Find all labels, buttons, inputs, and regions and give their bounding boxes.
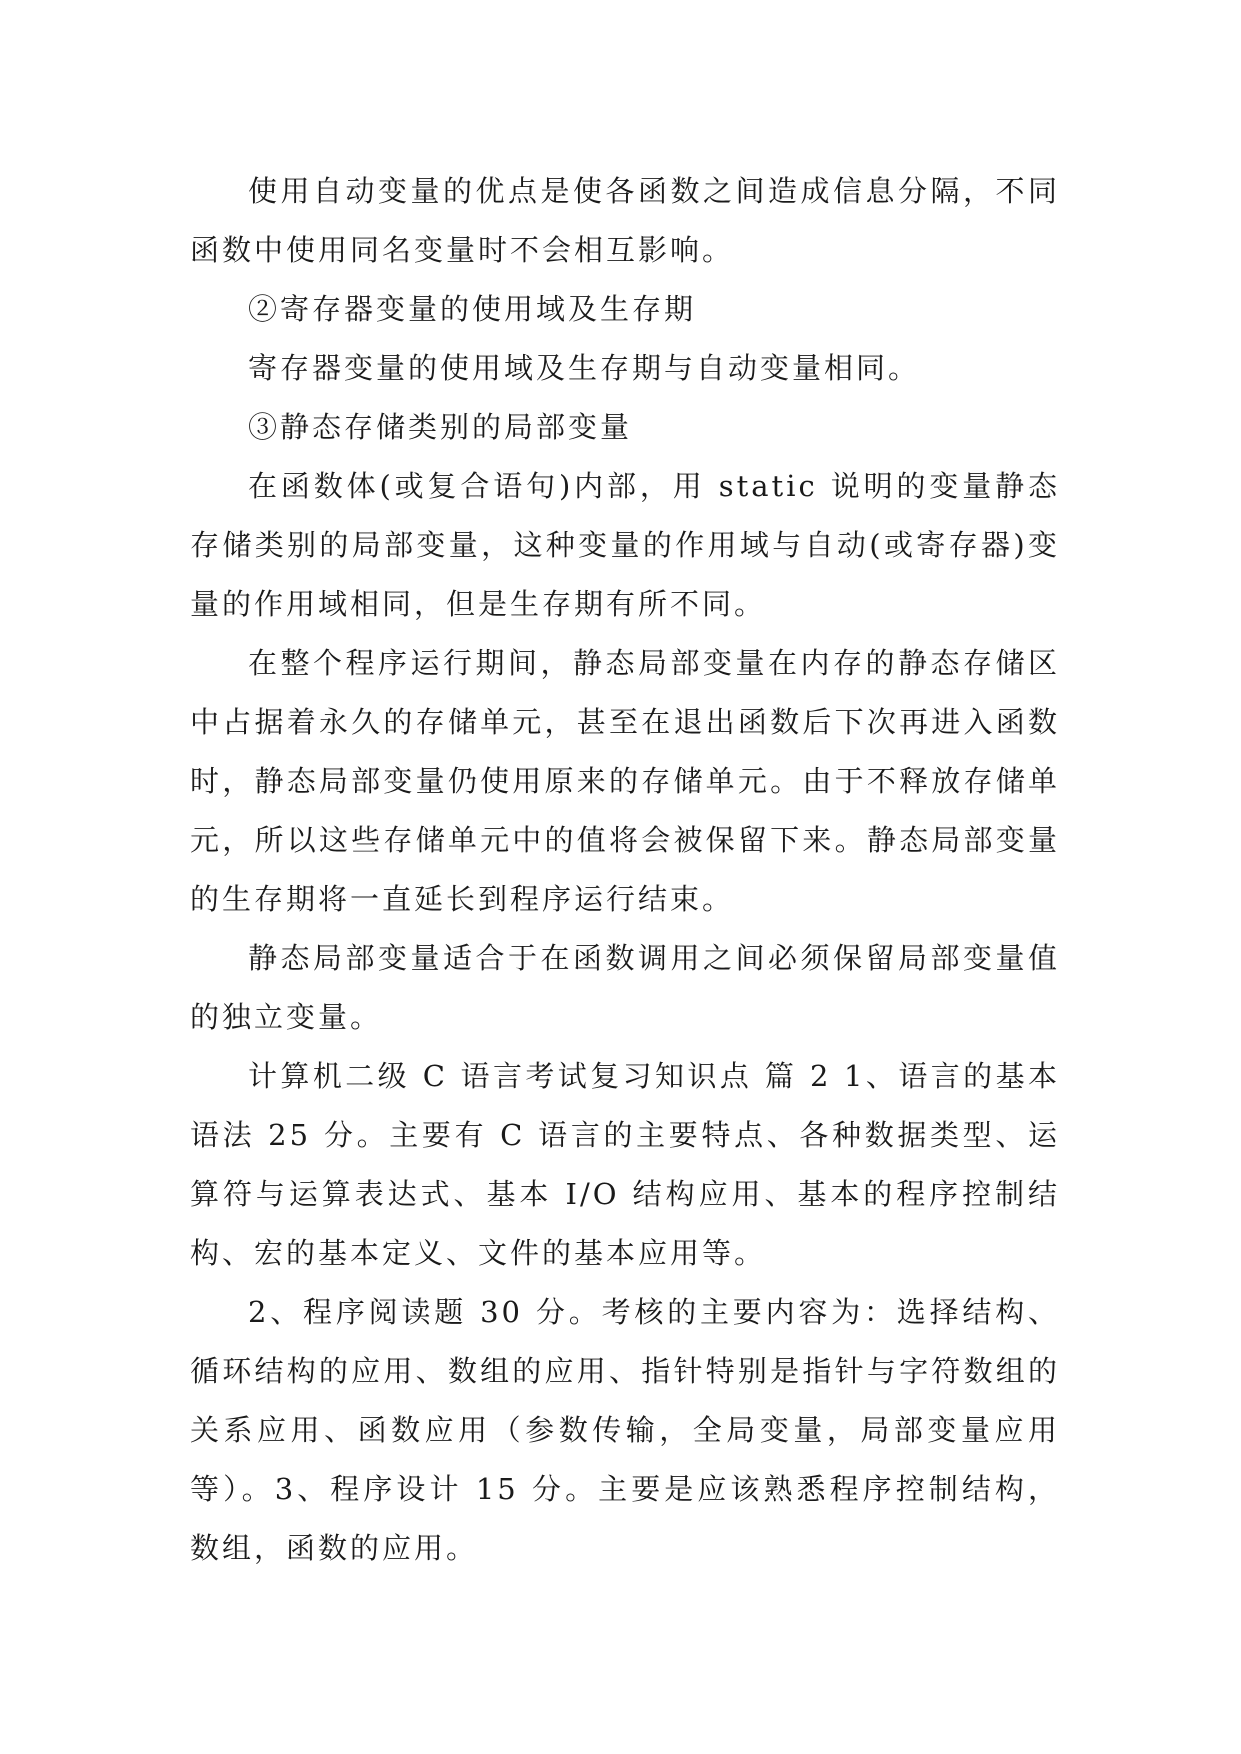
paragraph-static-usage: 静态局部变量适合于在函数调用之间必须保留局部变量值的独立变量。 [190, 941, 1060, 1034]
paragraph-register-variable: 寄存器变量的使用域及生存期与自动变量相同。 [248, 351, 921, 385]
heading-static-local-variable: ③静态存储类别的局部变量 [248, 410, 633, 444]
paragraph-reading-and-design: 2、程序阅读题 30 分。考核的主要内容为：选择结构、循环结构的应用、数组的应用、指针特别是指针与字符数组的关系应用、函数应用（参数传输，全局变量，局部变量应用等）。3、程序设计 15 分。主要是应该熟悉程序控制结构，数组，函数的应用。 [190, 1295, 1060, 1565]
heading-register-variable: ②寄存器变量的使用域及生存期 [248, 292, 697, 326]
paragraph-static-definition: 在函数体(或复合语句)内部，用 static 说明的变量静态存储类别的局部变量，这种变量的作用域与自动(或寄存器)变量的作用域相同，但是生存期有所不同。 [190, 469, 1060, 621]
document-body [190, 162, 1060, 1578]
paragraph-exam-part-2: 计算机二级 C 语言考试复习知识点 篇 2 1、语言的基本语法 25 分。主要有 C 语言的主要特点、各种数据类型、运算符与运算表达式、基本 I/O 结构应用、基本的程序控制结构、宏的基本定义、文件的基本应用等。 [190, 1059, 1060, 1270]
paragraph-auto-variable-advantage: 使用自动变量的优点是使各函数之间造成信息分隔，不同函数中使用同名变量时不会相互影响。 [190, 174, 1060, 267]
paragraph-static-lifetime: 在整个程序运行期间，静态局部变量在内存的静态存储区中占据着永久的存储单元，甚至在退出函数后下次再进入函数时，静态局部变量仍使用原来的存储单元。由于不释放存储单元，所以这些存储单元中的值将会被保留下来。静态局部变量的生存期将一直延长到程序运行结束。 [190, 646, 1060, 916]
